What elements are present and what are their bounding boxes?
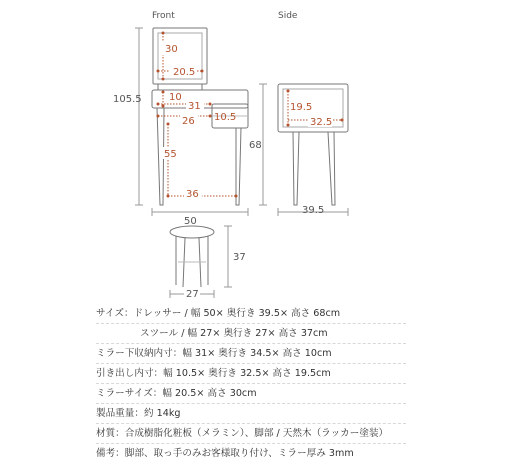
spec-value: 幅 20.5× 高さ 30cm bbox=[162, 388, 257, 399]
spec-row-weight bbox=[96, 404, 180, 424]
spec-row-material bbox=[96, 424, 388, 444]
spec-row-mirror-storage bbox=[96, 344, 332, 364]
side-leg-left bbox=[293, 132, 299, 205]
spec-value: 幅 10.5× 奥行き 32.5× 高さ 19.5cm bbox=[163, 368, 331, 379]
spec-row-stool bbox=[140, 324, 328, 344]
spec-label: 材質： bbox=[96, 428, 125, 439]
drawer-width-label: 10.5 bbox=[214, 112, 237, 123]
spec-label: サイズ： bbox=[96, 308, 134, 319]
spec-row-size bbox=[96, 304, 340, 324]
tray-depth-label: 26 bbox=[182, 116, 195, 127]
side-depth-label: 39.5 bbox=[302, 205, 325, 216]
side-leg-right bbox=[328, 132, 335, 205]
spec-value: ドレッサー / 幅 50× 奥行き 39.5× 高さ 68cm bbox=[133, 308, 341, 319]
spec-value: 脚部、取っ手のみお客様取り付け、ミラー厚み 3mm bbox=[124, 448, 354, 459]
mirror-width-label: 20.5 bbox=[173, 67, 196, 78]
spec-value: 幅 31× 奥行き 34.5× 高さ 10cm bbox=[182, 348, 332, 359]
spec-row-notes bbox=[96, 444, 354, 464]
side-view-label: Side bbox=[278, 11, 298, 21]
spec-label: ミラー下収納内寸： bbox=[96, 348, 183, 359]
spec-value: 約 14kg bbox=[143, 408, 181, 419]
tray-height-label: 10 bbox=[169, 92, 182, 103]
leg-span-label: 36 bbox=[186, 189, 199, 200]
spec-label: ミラーサイズ： bbox=[96, 388, 163, 399]
spec-value: スツール / 幅 27× 奥行き 27× 高さ 37cm bbox=[140, 328, 328, 339]
side-height-label: 68 bbox=[249, 140, 262, 151]
spec-row-drawer bbox=[96, 364, 331, 384]
drawer-depth-label: 32.5 bbox=[310, 117, 333, 128]
tray-width-label: 31 bbox=[188, 101, 201, 112]
drawer-height-label: 19.5 bbox=[290, 102, 313, 113]
spec-label: 製品重量： bbox=[96, 408, 144, 419]
front-leg-right bbox=[236, 128, 241, 205]
spec-label: 引き出し内寸： bbox=[96, 368, 164, 379]
spec-value: 合成樹脂化粧板（メラミン）、脚部 / 天然木（ラッカー塗装） bbox=[124, 428, 389, 439]
mirror-height-label: 30 bbox=[165, 44, 178, 55]
stool-width-label: 27 bbox=[186, 289, 199, 300]
total-height-label: 105.5 bbox=[113, 94, 142, 105]
spec-row-mirror-size bbox=[96, 384, 257, 404]
stool bbox=[170, 226, 214, 287]
stool-height-label: 37 bbox=[233, 252, 246, 263]
leg-gap-label: 55 bbox=[164, 149, 177, 160]
dresser-side-view bbox=[278, 84, 348, 205]
total-width-label: 50 bbox=[184, 216, 197, 227]
front-view-label: Front bbox=[152, 11, 175, 21]
spec-label: 備考： bbox=[96, 448, 125, 459]
stool-seat bbox=[170, 226, 214, 238]
